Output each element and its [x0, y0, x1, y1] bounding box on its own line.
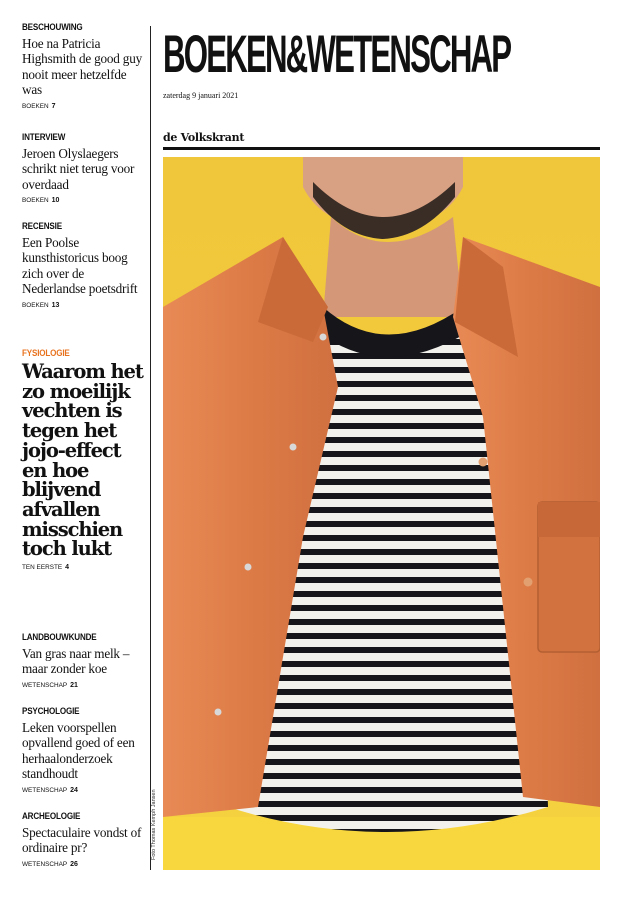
teaser-psychologie[interactable] — [22, 706, 148, 794]
teaser-archeologie[interactable] — [22, 811, 148, 868]
teaser-headline[interactable]: Jeroen Olyslaegers schrikt niet terug voor overdaad — [22, 146, 135, 192]
column-divider — [150, 26, 151, 870]
photo-credit: Foto Thomas Kemph Jansen — [151, 789, 157, 860]
teaser-page-ref: TEN EERSTE 4 — [22, 564, 70, 572]
teaser-headline[interactable]: Leken voorspellen opvallend goed of een herhaalonderzoek standhoudt — [22, 720, 135, 782]
teaser-page-ref: WETENSCHAP 24 — [22, 786, 78, 794]
teaser-page-ref: WETENSCHAP 21 — [22, 681, 78, 689]
teaser-category: RECENSIE — [22, 221, 62, 232]
teaser-headline[interactable]: Hoe na Patricia Highsmith de good guy nooit meer hetzelfde was — [22, 36, 142, 98]
teaser-page-ref: BOEKEN 13 — [22, 301, 60, 309]
teaser-page-ref: BOEKEN 7 — [22, 102, 56, 110]
teaser-category: ARCHEOLOGIE — [22, 811, 81, 822]
teaser-landbouwkunde[interactable] — [22, 632, 148, 689]
teaser-category: FYSIOLOGIE — [22, 348, 70, 359]
teaser-interview[interactable] — [22, 132, 148, 204]
teaser-beschouwing[interactable] — [22, 22, 148, 110]
teaser-page-ref: WETENSCHAP 26 — [22, 860, 78, 868]
teaser-category: INTERVIEW — [22, 132, 66, 143]
teaser-category: LANDBOUWKUNDE — [22, 632, 97, 643]
issue-date: zaterdag 9 januari 2021 — [163, 91, 239, 100]
cover-illustration — [163, 157, 600, 870]
teaser-category: BESCHOUWING — [22, 22, 83, 33]
masthead-title: BOEKEN&WETENSCHAP — [163, 25, 511, 85]
feature-headline[interactable]: Waarom het zo moeilijk vechten is tegen het jojo-effect en hoe blijvend afvallen misschien toch lukt — [22, 360, 143, 561]
teaser-page-ref: BOEKEN 10 — [22, 197, 60, 205]
brand-logo: de Volkskrant — [163, 131, 245, 144]
teaser-headline[interactable]: Spectaculaire vondst of ordinaire pr? — [22, 825, 142, 856]
teaser-recensie[interactable] — [22, 221, 148, 309]
teaser-fysiologie[interactable] — [22, 348, 148, 571]
teaser-category: PSYCHOLOGIE — [22, 706, 80, 717]
brand-divider — [163, 147, 600, 150]
teaser-headline[interactable]: Van gras naar melk – maar zonder koe — [22, 646, 130, 677]
cover-photo[interactable] — [163, 157, 600, 870]
teaser-headline[interactable]: Een Poolse kunsthistoricus boog zich over de Nederlandse poetsdrift — [22, 235, 138, 297]
